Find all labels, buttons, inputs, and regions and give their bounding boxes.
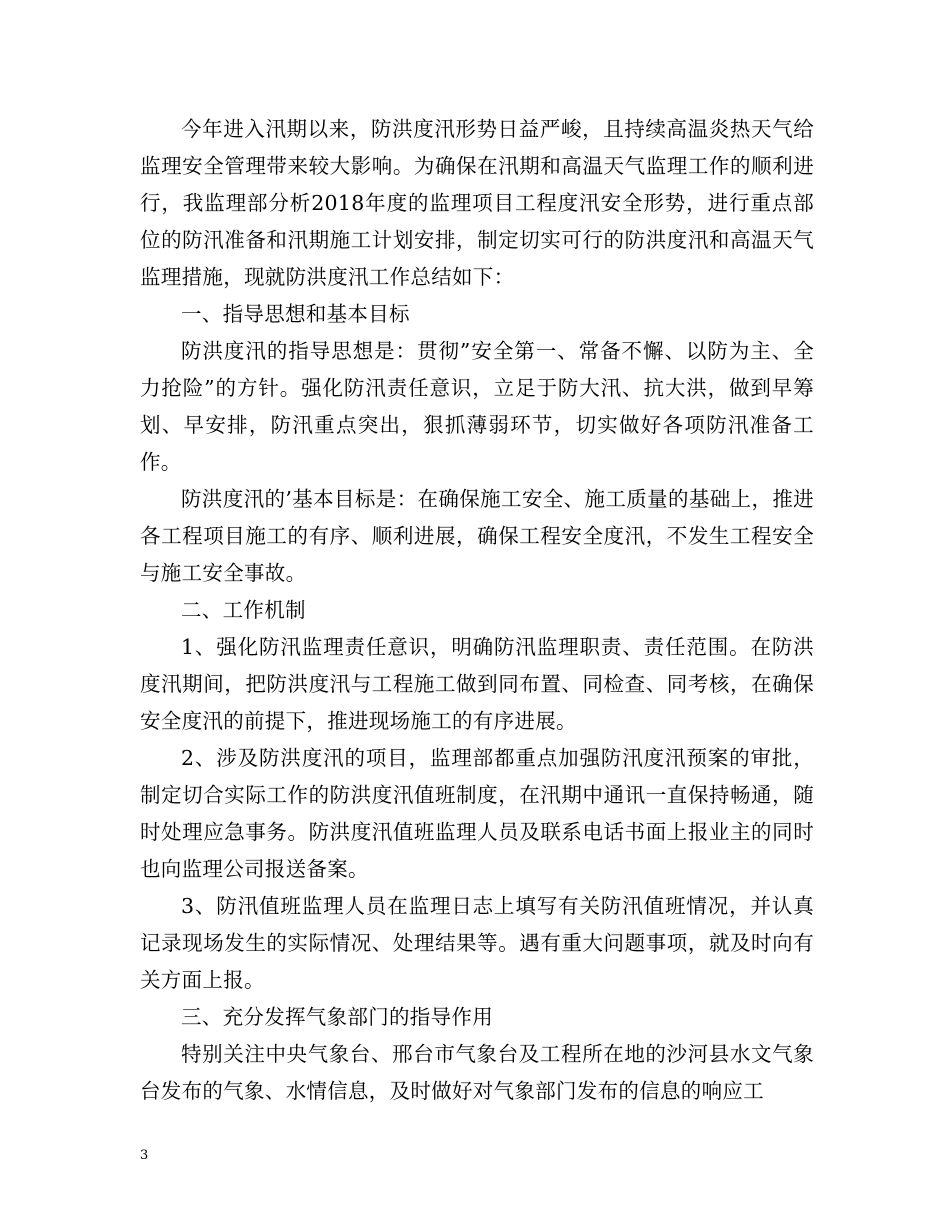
paragraph-guiding-ideology: 防洪度汛的指导思想是：贯彻”安全第一、常备不懈、以防为主、全力抢险”的方针。强化防汛责任意识，立足于防大汛、抗大洪，做到早筹划、早安排，防汛重点突出，狠抓薄弱环节，切实做好各项防汛准备工作。 [140,339,814,474]
paragraph-intro: 今年进入汛期以来，防洪度汛形势日益严峻，且持续高温炎热天气给监理安全管理带来较大影响。为确保在汛期和高温天气监理工作的顺利进行，我监理部分析2018年度的监理项目工程度汛安全形势，进行重点部位的防汛准备和汛期施工计划安排，制定切实可行的防洪度汛和高温天气监理措施，现就防洪度汛工作总结如下： [140,117,814,289]
paragraph-mechanism-3: 3、防汛值班监理人员在监理日志上填写有关防汛值班情况，并认真记录现场发生的实际情况、处理结果等。遇有重大问题事项，就及时向有关方面上报。 [140,894,814,992]
document-body [140,111,814,1110]
page-number: 3 [140,1148,149,1163]
heading-guiding-ideology: 一、指导思想和基本目标 [181,302,410,326]
paragraph-mechanism-1: 1、强化防汛监理责任意识，明确防汛监理职责、责任范围。在防洪度汛期间，把防洪度汛与工程施工做到同布置、同检查、同考核，在确保安全度汛的前提下，推进现场施工的有序进展。 [140,635,814,733]
paragraph-basic-goal: 防洪度汛的’基本目标是：在确保施工安全、施工质量的基础上，推进各工程项目施工的有序、顺利进展，确保工程安全度汛，不发生工程安全与施工安全事故。 [140,487,814,585]
paragraph-meteorology: 特别关注中央气象台、邢台市气象台及工程所在地的沙河县水文气象台发布的气象、水情信息，及时做好对气象部门发布的信息的响应工 [140,1042,814,1103]
heading-work-mechanism: 二、工作机制 [181,598,306,622]
paragraph-mechanism-2: 2、涉及防洪度汛的项目，监理部都重点加强防汛度汛预案的审批，制定切合实际工作的防洪度汛值班制度，在汛期中通讯一直保持畅通，随时处理应急事务。防洪度汛值班监理人员及联系电话书面上报业主的同时也向监理公司报送备案。 [140,746,814,881]
heading-meteorology: 三、充分发挥气象部门的指导作用 [181,1005,493,1029]
